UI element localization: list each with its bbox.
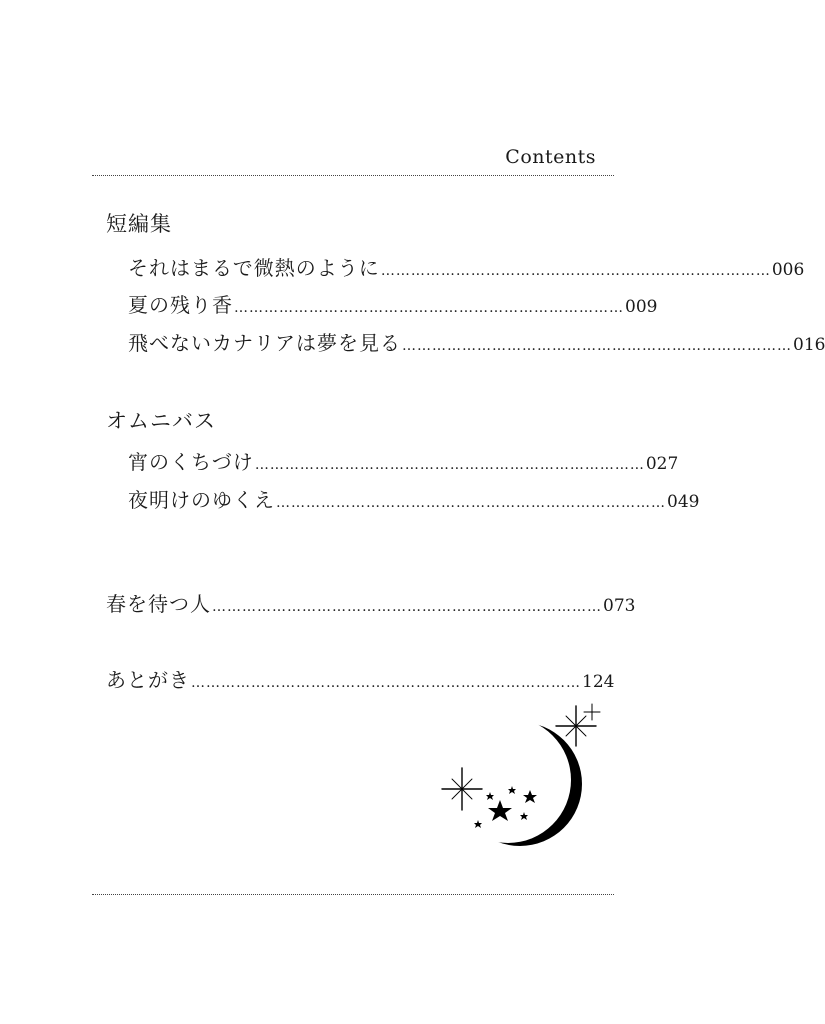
- toc-entry[interactable]: [128, 289, 658, 318]
- section-title-omnibus: オムニバス: [106, 409, 216, 433]
- toc-entry-page: 006: [771, 260, 805, 280]
- dot-leader: ……………………………………………………………………: [276, 495, 666, 511]
- toc-entry-title: それはまるで微熱のように: [128, 256, 380, 280]
- toc-entry-page: 009: [625, 297, 658, 317]
- top-dotted-rule: [92, 175, 614, 176]
- section-title-short-stories: 短編集: [106, 212, 172, 236]
- toc-entry-page: 049: [667, 492, 700, 512]
- toc-entry[interactable]: [128, 327, 825, 356]
- toc-entry-main[interactable]: [106, 588, 636, 617]
- toc-entry-title: 夏の残り香: [128, 293, 233, 317]
- sparkle-icon: [584, 704, 600, 720]
- page-heading: Contents: [505, 146, 596, 168]
- dot-leader: ……………………………………………………………………: [402, 338, 792, 354]
- toc-entry-page: 027: [645, 454, 679, 474]
- toc-entry[interactable]: [128, 446, 679, 475]
- dot-leader: ……………………………………………………………………: [254, 457, 645, 473]
- dot-leader: ……………………………………………………………………: [191, 675, 581, 691]
- toc-entry[interactable]: [128, 252, 805, 281]
- dot-leader: ……………………………………………………………………: [212, 599, 602, 615]
- toc-entry-title: 宵のくちづけ: [128, 450, 254, 474]
- crescent-moon-icon: [458, 722, 582, 846]
- toc-entry-title: 飛べないカナリアは夢を見る: [128, 331, 401, 355]
- toc-entry-page: 016: [793, 335, 825, 355]
- bottom-dotted-rule: [92, 894, 614, 895]
- toc-entry-page: 124: [582, 672, 615, 692]
- toc-entry-title: 夜明けのゆくえ: [128, 488, 275, 512]
- toc-entry-title: あとがき: [106, 668, 190, 692]
- crescent-moon-with-stars-icon: [430, 700, 610, 860]
- toc-entry-page: 073: [603, 596, 636, 616]
- toc-entry-title: 春を待つ人: [106, 592, 211, 616]
- dot-leader: ……………………………………………………………………: [380, 263, 771, 279]
- dot-leader: ……………………………………………………………………: [234, 300, 624, 316]
- toc-entry[interactable]: [128, 484, 700, 513]
- toc-entry-main[interactable]: [106, 664, 615, 693]
